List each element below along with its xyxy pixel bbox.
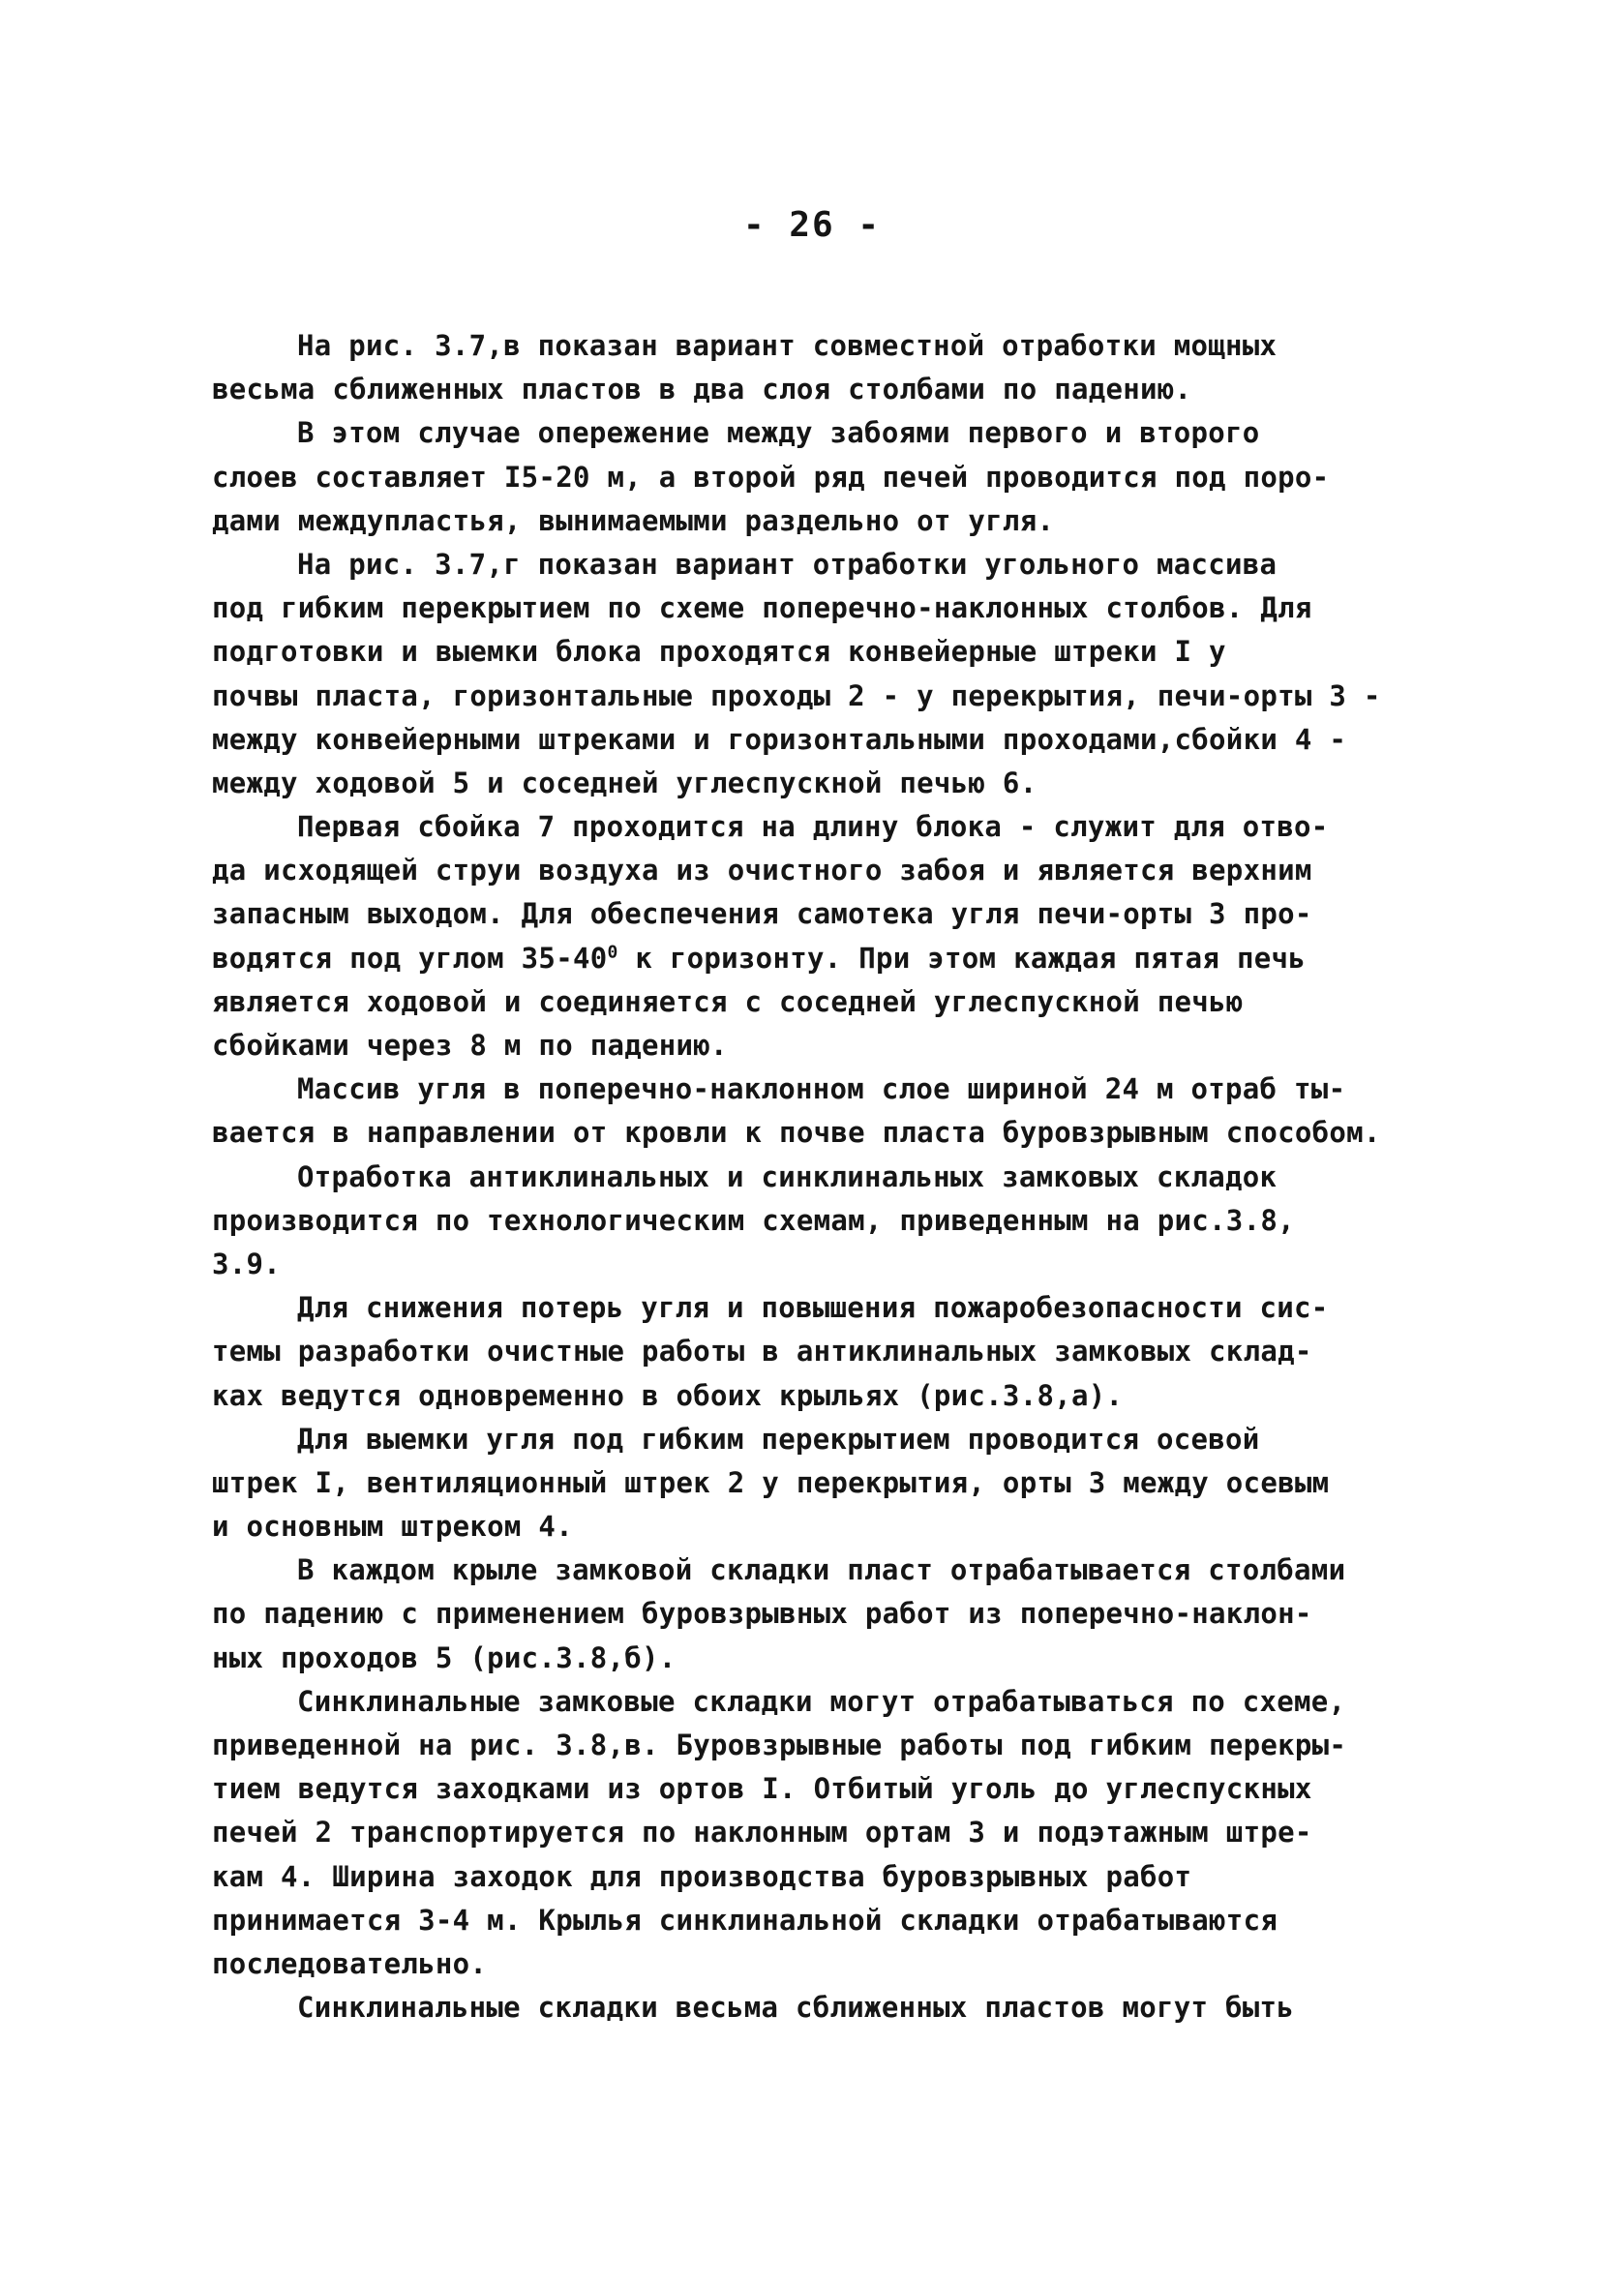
text-line: На рис. 3.7,в показан вариант совместной отработки мощных — [297, 329, 1278, 362]
text-line: дами междупластья, вынимаемыми раздельно от угля. — [212, 503, 1055, 537]
text-line: по падению с применением буровзрывных работ из поперечно-наклон- — [212, 1597, 1312, 1631]
text-line: слоев составляет I5-20 м, а второй ряд печей проводится под поро- — [212, 460, 1330, 494]
text-line: 3.9. — [212, 1247, 282, 1280]
text-line: кам 4. Ширина заходок для производства буровзрывных работ — [212, 1859, 1192, 1893]
text-fragment: водятся под углом 35-40 — [212, 941, 608, 975]
text-line: штрек I, вентиляционный штрек 2 у перекрытия, орты 3 между осевым — [212, 1465, 1330, 1499]
text-line: Отработка антиклинальных и синклинальных замковых складок — [297, 1159, 1278, 1193]
text-line: ных проходов 5 (рис.3.8,б). — [212, 1640, 677, 1674]
text-line: Первая сбойка 7 проходится на длину блока - служит для отво- — [297, 810, 1329, 844]
text-line: темы разработки очистные работы в антиклинальных замковых склад- — [212, 1335, 1312, 1369]
text-line: под гибким перекрытием по схеме поперечно-наклонных столбов. Для — [212, 591, 1312, 625]
text-line: ках ведутся одновременно в обоих крыльях (рис.3.8,а). — [212, 1378, 1124, 1412]
text-line: между ходовой 5 и соседней углеспускной печью 6. — [212, 766, 1038, 799]
text-line: и основным штреком 4. — [212, 1510, 573, 1544]
text-line: да исходящей струи воздуха из очистного забоя и является верхним — [212, 854, 1312, 887]
text-line: между конвейерными штреками и горизонтальными проходами,сбойки 4 - — [212, 722, 1347, 756]
text-line: вается в направлении от кровли к почве пласта буровзрывным способом. — [212, 1116, 1381, 1150]
text-line: Синклинальные складки весьма сближенных пластов могут быть — [297, 1991, 1295, 2025]
degree-superscript: 0 — [607, 941, 618, 962]
text-line: Синклинальные замковые складки могут отрабатываться по схеме, — [297, 1684, 1346, 1718]
text-line: В каждом крыле замковой складки пласт отрабатывается столбами — [297, 1553, 1346, 1587]
text-fragment: к горизонту. При этом каждая пятая печь — [617, 941, 1306, 975]
text-line: сбойками через 8 м по падению. — [212, 1029, 728, 1062]
text-line-with-superscript — [212, 937, 1412, 980]
text-line: почвы пласта, горизонтальные проходы 2 - у перекрытия, печи-орты 3 - — [212, 678, 1381, 712]
text-line: принимается 3-4 м. Крылья синклинальной складки отрабатываются — [212, 1903, 1278, 1937]
text-line: Для выемки угля под гибким перекрытием проводится осевой — [297, 1422, 1260, 1456]
text-line: запасным выходом. Для обеспечения самотека угля печи-орты 3 про- — [212, 897, 1312, 931]
text-line: В этом случае опережение между забоями первого и второго — [297, 416, 1260, 450]
text-line: На рис. 3.7,г показан вариант отработки угольного массива — [297, 547, 1278, 581]
text-line: Для снижения потерь угля и повышения пожаробезопасности сис- — [297, 1291, 1329, 1325]
text-line: является ходовой и соединяется с соседней углеспускной печью — [212, 984, 1244, 1018]
text-line: тием ведутся заходками из ортов I. Отбитый уголь до углеспускных — [212, 1772, 1312, 1806]
text-line: Массив угля в поперечно-наклонном слое шириной 24 м отраб ты- — [297, 1072, 1346, 1106]
text-line: производится по технологическим схемам, приведенным на рис.3.8, — [212, 1203, 1295, 1237]
body-text — [212, 324, 1412, 2030]
text-line: последовательно. — [212, 1946, 488, 1980]
text-line: приведенной на рис. 3.8,в. Буровзрывные работы под гибким перекры- — [212, 1729, 1347, 1761]
text-line: весьма сближенных пластов в два слоя столбами по падению. — [212, 373, 1192, 406]
page-number: - 26 - — [742, 205, 882, 245]
text-line: подготовки и выемки блока проходятся конвейерные штреки I у — [212, 635, 1226, 669]
text-line: печей 2 транспортируется по наклонным ортам 3 и подэтажным штре- — [212, 1816, 1312, 1850]
